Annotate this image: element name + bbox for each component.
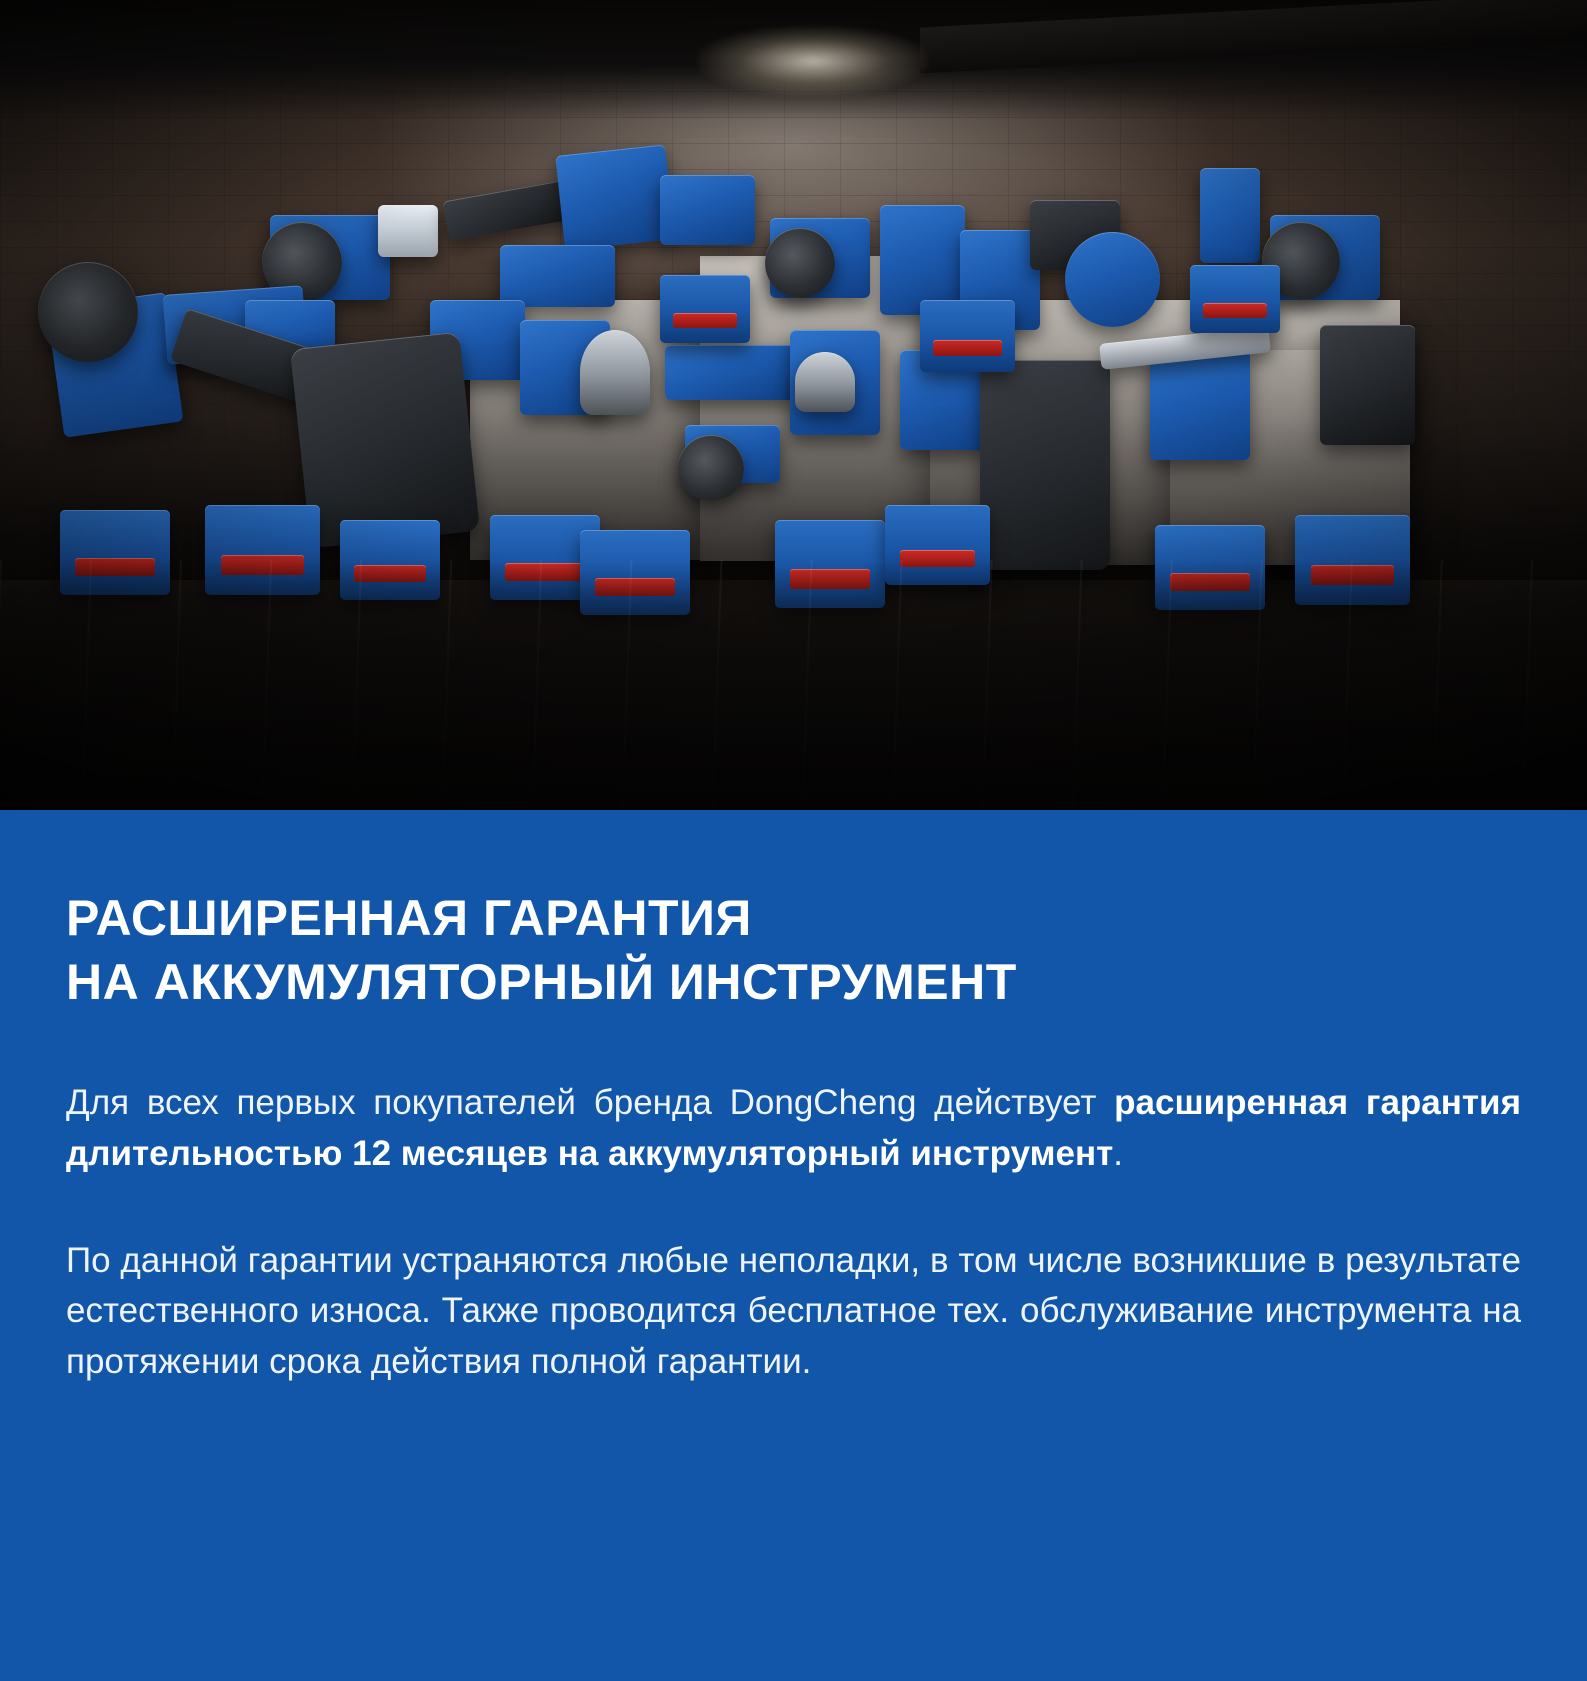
battery-pack <box>660 275 750 343</box>
hero-image <box>0 0 1587 810</box>
tool-blower <box>555 145 674 251</box>
tool-drill-chuck <box>795 352 855 412</box>
warranty-paragraph-1 <box>66 1078 1521 1180</box>
tool-pruner <box>1200 168 1260 263</box>
page-title-line-1: РАСШИРЕННАЯ ГАРАНТИЯ <box>66 890 752 946</box>
tool-impact-driver <box>1320 325 1415 445</box>
page-title-line-2: НА АККУМУЛЯТОРНЫЙ ИНСТРУМЕНТ <box>66 954 1017 1010</box>
tool-grinding-disc <box>678 435 744 501</box>
paragraph-1-highlight: расширенная гарантия длительностью 12 месяцев на аккумуляторный инструмент <box>66 1083 1521 1173</box>
tool-grinding-disc <box>38 262 138 362</box>
tool-drill-driver <box>1150 350 1250 460</box>
tool-saw-blade <box>765 228 835 298</box>
paragraph-1-part-1: Для всех первых покупателей бренда DongCheng действует <box>66 1083 1115 1122</box>
tool-cordless-fan <box>1065 232 1160 327</box>
tool-planer <box>665 345 795 400</box>
workshop-floor <box>0 560 1587 810</box>
tool-chainsaw <box>500 245 615 307</box>
tool-sds-hammer <box>980 360 1110 570</box>
tool-drill-chuck <box>580 330 650 415</box>
warranty-panel <box>0 810 1587 1681</box>
battery-pack <box>920 300 1015 372</box>
tool-work-light <box>378 205 438 257</box>
page-title <box>66 886 1521 1014</box>
tool-rotary-hammer <box>880 205 965 315</box>
battery-pack <box>1190 265 1280 333</box>
paragraph-1-part-2: . <box>1113 1133 1123 1173</box>
tool-pruning-shears <box>660 175 755 245</box>
overhead-light-glow <box>698 26 928 96</box>
warranty-paragraph-2: По данной гарантии устраняются любые неполадки, в том числе возникшие в результате естественного износа. Также проводится бесплатное тех. обслуживание инструмента на протяжении срока действия полной гарантии. <box>66 1240 1521 1381</box>
